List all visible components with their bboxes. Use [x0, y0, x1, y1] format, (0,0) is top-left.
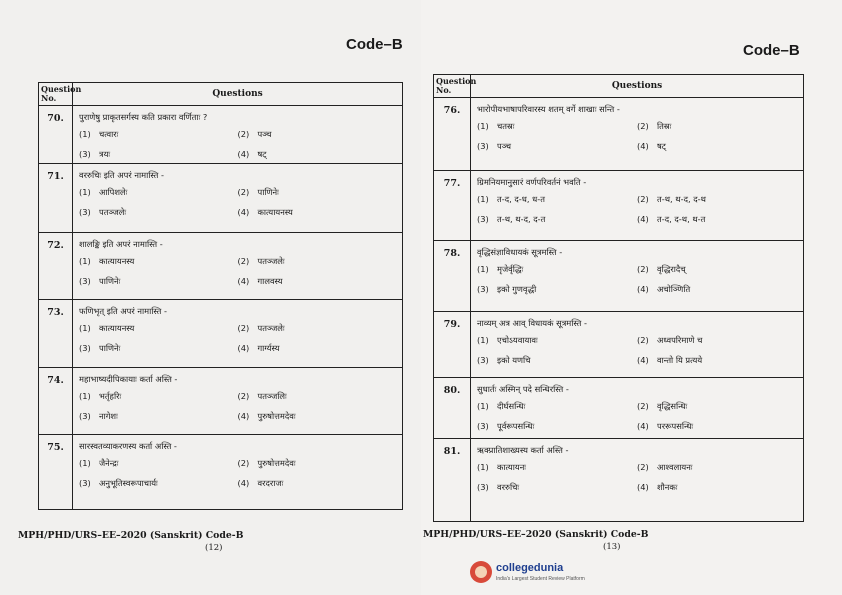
option-item — [637, 264, 797, 275]
option-number: (2) — [637, 264, 649, 274]
option-text: अनुभूतिस्वरूपाचार्यः — [99, 478, 158, 488]
question-body — [73, 368, 403, 435]
questions-table — [433, 74, 804, 522]
option-text: पतञ्जलेः — [257, 323, 285, 333]
question-body — [73, 106, 403, 164]
option-text: वृद्धिसन्धिः — [657, 401, 688, 411]
option-text: कात्यायनस्य — [257, 207, 293, 217]
questions-header: Questions — [73, 83, 403, 106]
question-body — [471, 378, 804, 439]
option-number: (4) — [637, 141, 649, 151]
footer-text: MPH/PHD/URS–EE–2020 (Sanskrit) Code-B — [423, 529, 649, 540]
option-item — [477, 335, 637, 346]
option-number: (4) — [237, 478, 250, 488]
question-stem: फणिभृत् इति अपरं नामास्ति - — [79, 306, 168, 316]
question-row — [434, 98, 804, 171]
question-stem: ग्रिमनियमानुसारं वर्णपरिवर्तनं भवति - — [477, 177, 587, 187]
question-number: 80. — [434, 378, 471, 439]
option-text: वरदराजः — [257, 478, 284, 488]
option-text: एचोऽयवायावः — [497, 335, 538, 345]
option-number: (3) — [79, 149, 91, 159]
option-item — [637, 141, 797, 152]
options-grid — [477, 401, 797, 432]
question-number: 74. — [39, 368, 73, 435]
option-text: नागेशः — [99, 411, 118, 421]
option-text: जैनेन्द्रः — [99, 458, 119, 468]
option-number: (4) — [637, 284, 649, 294]
option-item — [637, 121, 797, 132]
option-text: वृद्धिरादैच् — [657, 264, 686, 274]
option-text: पुरुषोत्तमदेवः — [257, 458, 296, 468]
option-text: भर्तृहरिः — [99, 391, 122, 401]
option-number: (1) — [79, 129, 91, 139]
option-item — [238, 187, 397, 198]
options-grid — [79, 391, 396, 422]
option-text: मृजेर्वृद्धिः — [497, 264, 524, 274]
code-label: Code–B — [743, 42, 800, 59]
question-stem: महाभाष्यदीपिकायाः कर्ता अस्ति - — [79, 374, 178, 384]
option-item — [637, 421, 797, 432]
option-text: पञ्च — [497, 141, 512, 151]
option-number: (3) — [79, 478, 91, 488]
option-number: (3) — [477, 214, 489, 224]
question-no-header: Question No. — [434, 75, 471, 98]
option-number: (4) — [237, 276, 250, 286]
option-item — [477, 284, 637, 295]
option-number: (2) — [237, 458, 250, 468]
option-number: (3) — [477, 141, 489, 151]
option-number: (1) — [79, 256, 91, 266]
option-item — [477, 421, 637, 432]
option-item — [637, 482, 797, 493]
option-number: (1) — [79, 323, 91, 333]
option-item — [238, 343, 397, 354]
option-text: अध्वपरिमाणे च — [657, 335, 703, 345]
option-number: (3) — [477, 284, 489, 294]
option-number: (1) — [79, 391, 91, 401]
option-text: इको गुणवृद्धी — [497, 284, 537, 294]
option-number: (2) — [237, 391, 250, 401]
option-text: इको यणचि — [497, 355, 531, 365]
option-text: चतस्रः — [497, 121, 515, 131]
option-number: (2) — [237, 256, 250, 266]
option-item — [238, 411, 397, 422]
option-text: गार्ग्यस्य — [257, 343, 280, 353]
option-item — [477, 214, 637, 225]
option-item — [238, 391, 397, 402]
option-text: आपिशलेः — [99, 187, 128, 197]
option-item — [79, 391, 238, 402]
option-number: (4) — [237, 207, 250, 217]
collegedunia-watermark — [470, 560, 585, 590]
option-number: (3) — [477, 421, 489, 431]
option-item — [238, 323, 397, 334]
option-item — [79, 458, 238, 469]
option-number: (2) — [637, 121, 649, 131]
option-text: पाणिनेः — [99, 276, 121, 286]
options-grid — [477, 194, 797, 225]
option-text: गालवस्य — [257, 276, 283, 286]
option-number: (2) — [637, 401, 649, 411]
options-grid — [477, 335, 797, 366]
option-text: तिस्रः — [657, 121, 672, 131]
question-stem: वररुचिः इति अपरं नामास्ति - — [79, 170, 164, 180]
option-number: (3) — [477, 482, 489, 492]
question-number: 79. — [434, 312, 471, 378]
option-text: पञ्च — [257, 129, 272, 139]
options-grid — [79, 129, 396, 160]
watermark-tagline: India's Largest Student Review Platform — [496, 576, 585, 582]
question-row — [39, 106, 403, 164]
question-number: 70. — [39, 106, 73, 164]
option-item — [477, 141, 637, 152]
option-text: षट् — [257, 149, 267, 159]
option-item — [637, 401, 797, 412]
question-body — [73, 164, 403, 233]
option-text: त-थ, थ-द, द-थ — [657, 194, 706, 204]
option-text: शौनकः — [657, 482, 678, 492]
question-number: 77. — [434, 171, 471, 241]
option-item — [79, 323, 238, 334]
option-item — [238, 458, 397, 469]
option-text: कात्यायनस्य — [99, 323, 135, 333]
option-text: वररुचिः — [497, 482, 520, 492]
option-item — [637, 355, 797, 366]
option-item — [79, 129, 238, 140]
option-text: त्रयः — [99, 149, 111, 159]
options-grid — [79, 256, 396, 287]
question-number: 72. — [39, 233, 73, 300]
option-text: पाणिनेः — [99, 343, 121, 353]
option-text: त-थ, थ-द, द-त — [497, 214, 546, 224]
question-number: 78. — [434, 241, 471, 312]
question-row — [434, 439, 804, 522]
option-item — [79, 478, 238, 489]
collegedunia-logo-icon — [470, 561, 492, 583]
watermark-brand: collegedunia — [496, 562, 564, 574]
question-row — [434, 378, 804, 439]
question-number: 81. — [434, 439, 471, 522]
option-text: पूर्वरूपसन्धिः — [497, 421, 535, 431]
option-text: पतञ्जलेः — [257, 256, 285, 266]
options-grid — [79, 187, 396, 218]
question-body — [471, 241, 804, 312]
option-item — [637, 194, 797, 205]
question-body — [73, 233, 403, 300]
option-item — [477, 264, 637, 275]
option-text: चत्वारः — [99, 129, 119, 139]
option-item — [477, 194, 637, 205]
option-item — [79, 343, 238, 354]
option-item — [637, 462, 797, 473]
option-item — [637, 214, 797, 225]
option-number: (2) — [237, 187, 250, 197]
page-number: (13) — [603, 542, 621, 552]
question-stem: पुराणेषु प्राकृतसर्गस्य कति प्रकारा वर्णिताः ? — [79, 112, 208, 122]
option-text: पतञ्जलेः — [99, 207, 127, 217]
option-number: (4) — [237, 149, 250, 159]
question-number: 71. — [39, 164, 73, 233]
question-body — [471, 312, 804, 378]
question-stem: वृद्धिसंज्ञाविधायकं सूत्रमस्ति - — [477, 247, 563, 257]
option-number: (3) — [79, 343, 91, 353]
option-number: (3) — [79, 276, 91, 286]
option-text: आश्वलायनः — [657, 462, 693, 472]
question-stem: भारोपीयभाषापरिवारस्य शतम् वर्गे शाखाः सन्ति - — [477, 104, 620, 114]
question-body — [471, 98, 804, 171]
option-number: (3) — [79, 411, 91, 421]
option-text: कात्यायनस्य — [99, 256, 135, 266]
option-item — [238, 276, 397, 287]
option-number: (1) — [477, 264, 489, 274]
option-text: पाणिनेः — [257, 187, 279, 197]
question-row — [39, 300, 403, 368]
code-label: Code–B — [346, 36, 403, 53]
question-row — [39, 368, 403, 435]
option-item — [79, 149, 238, 160]
option-item — [477, 401, 637, 412]
option-text: दीर्घसन्धिः — [497, 401, 526, 411]
question-body — [471, 439, 804, 522]
footer-text: MPH/PHD/URS–EE–2020 (Sanskrit) Code-B — [18, 530, 244, 541]
option-item — [238, 149, 397, 160]
option-item — [79, 207, 238, 218]
question-row — [434, 241, 804, 312]
question-row — [39, 164, 403, 233]
option-item — [238, 478, 397, 489]
option-number: (2) — [237, 129, 250, 139]
question-stem: सारस्वतव्याकरणस्य कर्ता अस्ति - — [79, 441, 177, 451]
question-body — [73, 300, 403, 368]
question-body — [471, 171, 804, 241]
option-number: (4) — [637, 214, 649, 224]
option-text: त-द, द-ध, ध-त — [497, 194, 546, 204]
option-item — [238, 256, 397, 267]
option-number: (1) — [79, 187, 91, 197]
option-item — [79, 276, 238, 287]
option-text: पतञ्जलिः — [257, 391, 287, 401]
question-body — [73, 435, 403, 510]
question-stem: ऋक्प्रातिशाख्यस्य कर्ता अस्ति - — [477, 445, 569, 455]
option-number: (1) — [477, 401, 489, 411]
option-item — [79, 256, 238, 267]
option-number: (4) — [237, 411, 250, 421]
option-item — [79, 411, 238, 422]
question-stem: शालङ्कि इति अपरं नामास्ति - — [79, 239, 163, 249]
option-number: (2) — [637, 335, 649, 345]
questions-header: Questions — [471, 75, 804, 98]
option-item — [238, 207, 397, 218]
question-stem: सुधार्तः अस्मिन् पदे सन्धिरस्ति - — [477, 384, 569, 394]
option-number: (1) — [477, 462, 489, 472]
option-item — [637, 335, 797, 346]
option-text: पुरुषोत्तमदेवः — [257, 411, 296, 421]
page-number: (12) — [205, 543, 223, 553]
option-text: त-द, द-थ, थ-त — [657, 214, 706, 224]
option-number: (3) — [79, 207, 91, 217]
question-stem: नाव्यम् अत्र आव् विधायकं सूत्रमस्ति - — [477, 318, 588, 328]
question-number: 75. — [39, 435, 73, 510]
option-item — [637, 284, 797, 295]
option-number: (1) — [477, 335, 489, 345]
options-grid — [477, 121, 797, 152]
option-text: कात्यायनः — [497, 462, 526, 472]
options-grid — [477, 264, 797, 295]
question-row — [434, 171, 804, 241]
option-item — [477, 121, 637, 132]
question-row — [39, 435, 403, 510]
question-number: 73. — [39, 300, 73, 368]
question-row — [39, 233, 403, 300]
option-number: (2) — [637, 462, 649, 472]
option-item — [477, 355, 637, 366]
option-number: (4) — [637, 482, 649, 492]
option-number: (1) — [477, 121, 489, 131]
option-item — [477, 462, 637, 473]
option-number: (4) — [637, 421, 649, 431]
option-number: (4) — [637, 355, 649, 365]
question-row — [434, 312, 804, 378]
options-grid — [79, 323, 396, 354]
option-number: (2) — [237, 323, 250, 333]
option-text: अचोञ्णिति — [657, 284, 691, 294]
option-item — [477, 482, 637, 493]
option-number: (1) — [477, 194, 489, 204]
option-number: (1) — [79, 458, 91, 468]
questions-table — [38, 82, 403, 510]
option-text: षट् — [657, 141, 666, 151]
option-number: (3) — [477, 355, 489, 365]
option-item — [79, 187, 238, 198]
right-page — [421, 0, 842, 595]
option-number: (4) — [237, 343, 250, 353]
option-item — [238, 129, 397, 140]
option-number: (2) — [637, 194, 649, 204]
option-text: वान्तो यि प्रत्यये — [657, 355, 703, 365]
question-number: 76. — [434, 98, 471, 171]
option-text: पररूपसन्धिः — [657, 421, 694, 431]
question-no-header: Question No. — [39, 83, 73, 106]
options-grid — [477, 462, 797, 493]
options-grid — [79, 458, 396, 489]
